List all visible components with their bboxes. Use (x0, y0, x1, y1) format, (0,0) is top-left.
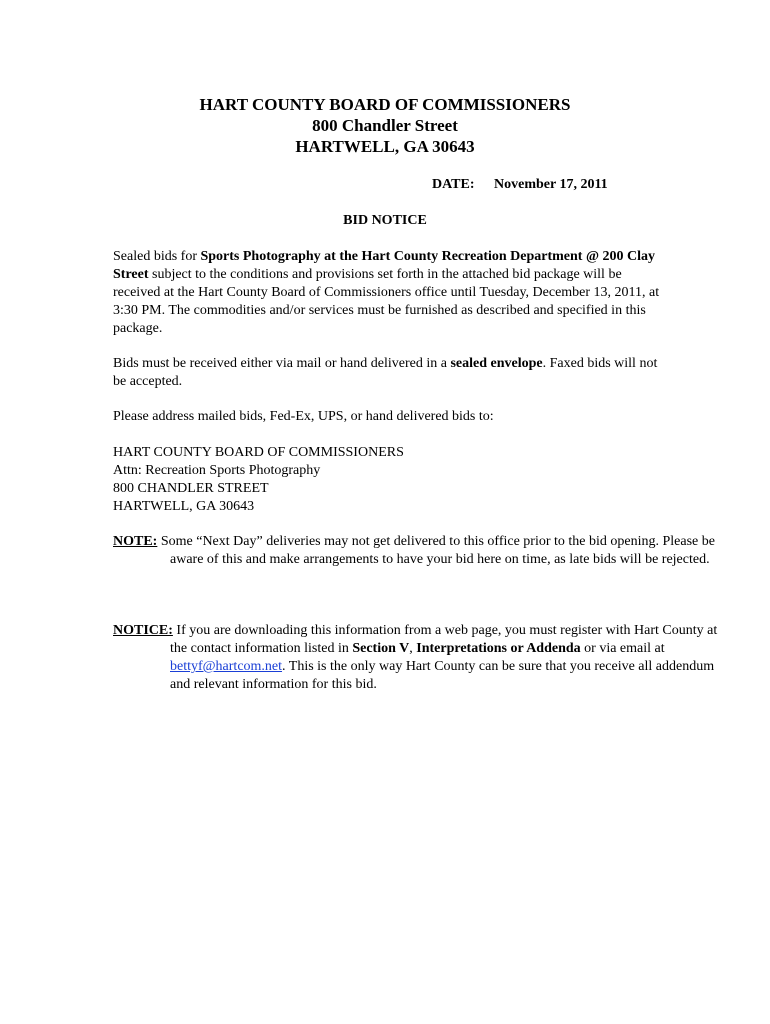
address-line: HARTWELL, GA 30643 (113, 499, 255, 514)
text: or via email at (580, 641, 665, 656)
text: Sealed bids for (113, 249, 201, 264)
note-text: Some “Next Day” deliveries may not get delivered to this office prior to the bid opening. Please be aware of this and make arrangements to have your bid here on time, as late bids will be rejected. (157, 534, 715, 567)
note-label: NOTE: (113, 534, 158, 549)
paragraph-sealed-bids (113, 248, 661, 338)
text: . Faxed bids will not be accepted. (113, 356, 658, 389)
paragraph-address-intro: Please address mailed bids, Fed-Ex, UPS, or hand delivered bids to: (113, 409, 494, 424)
org-name: HART COUNTY BOARD OF COMMISSIONERS (199, 95, 571, 114)
bid-subject: Sports Photography at the Hart County Recreation Department @ 200 Clay Street (113, 249, 655, 282)
mailing-address (113, 444, 661, 516)
text: . This is the only way Hart County can be sure that you receive all addendum and relevant information for this bid. (170, 659, 715, 692)
paragraph-delivery (113, 355, 661, 391)
date-value: November 17, 2011 (494, 177, 608, 192)
text: , (409, 641, 417, 656)
page-title: BID NOTICE (343, 213, 427, 228)
address-line: 800 CHANDLER STREET (113, 481, 269, 496)
address-line: HART COUNTY BOARD OF COMMISSIONERS (113, 445, 404, 460)
date-row (432, 176, 608, 194)
section-title: Interpretations or Addenda (416, 641, 581, 656)
address-line: Attn: Recreation Sports Photography (113, 463, 321, 478)
date-label: DATE: (432, 177, 475, 192)
org-city: HARTWELL, GA 30643 (295, 137, 475, 156)
email-link[interactable]: bettyf@hartcom.net (170, 659, 283, 674)
sealed-envelope: sealed envelope (450, 356, 543, 371)
text: If you are downloading this information from a web page, you must register with Hart County at the contact information listed in (170, 623, 718, 656)
letterhead (0, 94, 770, 157)
note-block (113, 533, 718, 569)
text: subject to the conditions and provisions set forth in the attached bid package will be received at the Hart County Board of Commissioners office until Tuesday, December 13, 2011, at 3:30 PM. The commodities and/or services must be furnished as described and specified in this package. (113, 267, 660, 336)
text: Bids must be received either via mail or hand delivered in a (113, 356, 451, 371)
notice-block (113, 622, 718, 694)
notice-label: NOTICE: (113, 623, 173, 638)
org-street: 800 Chandler Street (312, 116, 458, 135)
section-ref: Section V (352, 641, 410, 656)
